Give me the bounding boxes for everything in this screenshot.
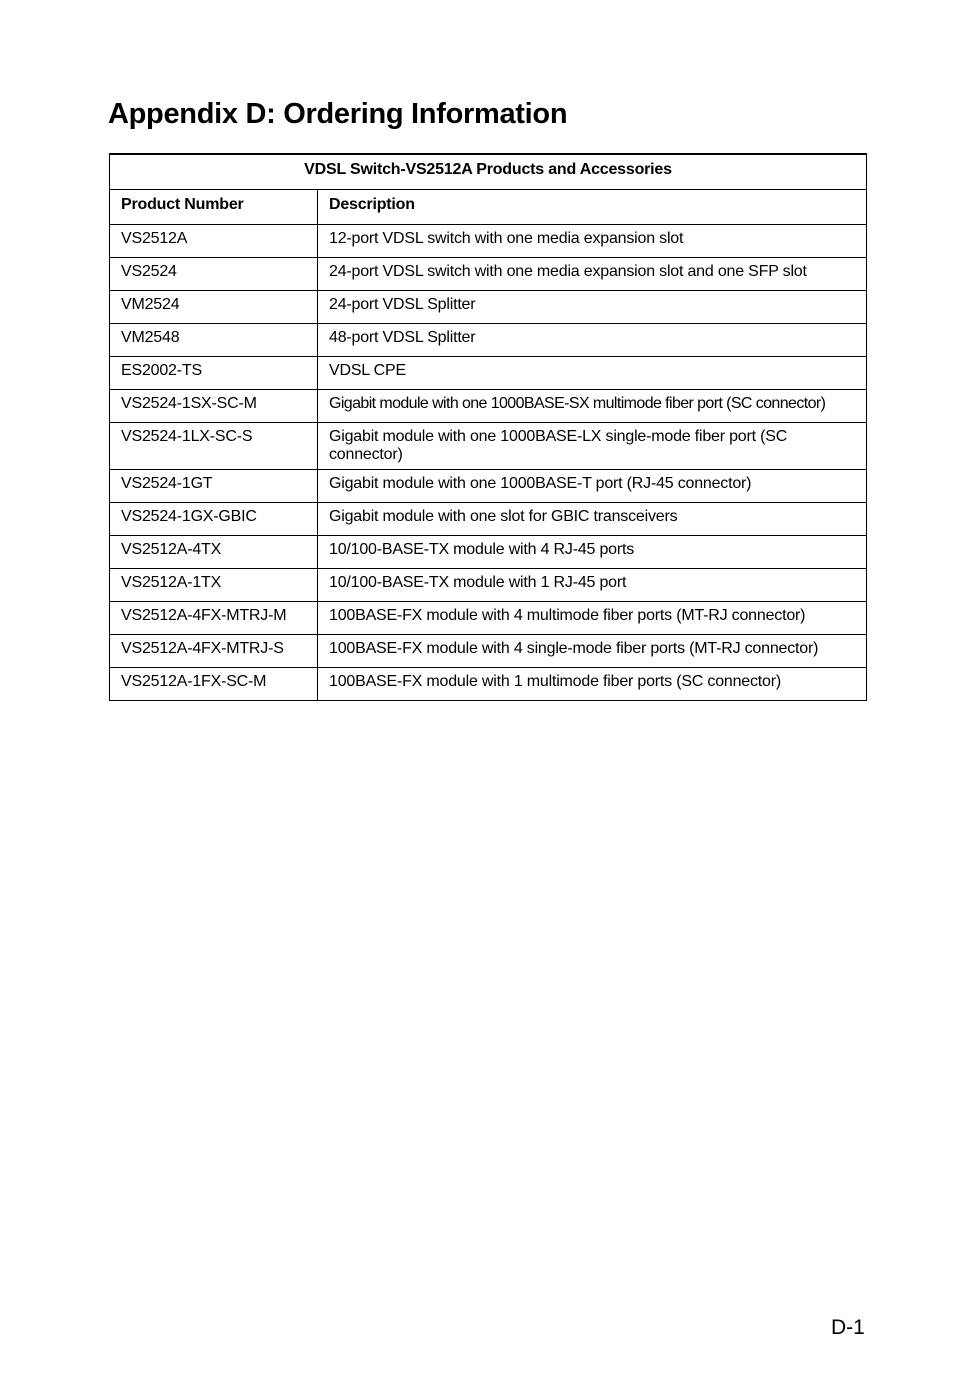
product-number-cell: VS2524-1GX-GBIC	[110, 503, 318, 536]
product-number-cell: VS2512A-4FX-MTRJ-M	[110, 602, 318, 635]
description-cell: Gigabit module with one 1000BASE-LX single-mode fiber port (SC connector)	[318, 423, 867, 470]
table-row	[110, 668, 867, 701]
description-cell: Gigabit module with one slot for GBIC transceivers	[318, 503, 867, 536]
description-cell: 100BASE-FX module with 1 multimode fiber ports (SC connector)	[318, 668, 867, 701]
table-row	[110, 569, 867, 602]
page-number: D-1	[831, 1316, 865, 1339]
table-caption: VDSL Switch-VS2512A Products and Accessories	[110, 154, 867, 190]
column-header-description: Description	[318, 190, 867, 225]
description-cell: 10/100-BASE-TX module with 1 RJ-45 port	[318, 569, 867, 602]
product-number-cell: ES2002-TS	[110, 357, 318, 390]
description-cell: 100BASE-FX module with 4 single-mode fiber ports (MT-RJ connector)	[318, 635, 867, 668]
description-cell: Gigabit module with one 1000BASE-SX multimode fiber port (SC connector)	[318, 390, 867, 423]
products-table	[109, 153, 867, 701]
product-number-cell: VS2524-1SX-SC-M	[110, 390, 318, 423]
column-header-product-number: Product Number	[110, 190, 318, 225]
product-number-cell: VS2512A	[110, 225, 318, 258]
description-cell: Gigabit module with one 1000BASE-T port (RJ-45 connector)	[318, 470, 867, 503]
product-number-cell: VS2524-1GT	[110, 470, 318, 503]
product-number-cell: VS2524-1LX-SC-S	[110, 423, 318, 470]
table-row	[110, 390, 867, 423]
description-cell: 24-port VDSL switch with one media expansion slot and one SFP slot	[318, 258, 867, 291]
table-row	[110, 536, 867, 569]
table-row	[110, 602, 867, 635]
table-header-row	[110, 190, 867, 225]
description-cell: 12-port VDSL switch with one media expansion slot	[318, 225, 867, 258]
product-number-cell: VS2512A-4TX	[110, 536, 318, 569]
description-cell: 48-port VDSL Splitter	[318, 324, 867, 357]
table-row	[110, 423, 867, 470]
table-row	[110, 291, 867, 324]
description-cell: 10/100-BASE-TX module with 4 RJ-45 ports	[318, 536, 867, 569]
table-caption-row	[110, 154, 867, 190]
table-row	[110, 324, 867, 357]
product-number-cell: VS2512A-1TX	[110, 569, 318, 602]
table-row	[110, 470, 867, 503]
description-cell: VDSL CPE	[318, 357, 867, 390]
page-title: Appendix D: Ordering Information	[108, 98, 568, 130]
product-number-cell: VS2512A-1FX-SC-M	[110, 668, 318, 701]
product-number-cell: VM2524	[110, 291, 318, 324]
table-row	[110, 635, 867, 668]
product-number-cell: VS2512A-4FX-MTRJ-S	[110, 635, 318, 668]
table-row	[110, 225, 867, 258]
product-number-cell: VS2524	[110, 258, 318, 291]
product-number-cell: VM2548	[110, 324, 318, 357]
description-cell: 100BASE-FX module with 4 multimode fiber ports (MT-RJ connector)	[318, 602, 867, 635]
description-cell: 24-port VDSL Splitter	[318, 291, 867, 324]
table-row	[110, 258, 867, 291]
table-row	[110, 503, 867, 536]
table-row	[110, 357, 867, 390]
